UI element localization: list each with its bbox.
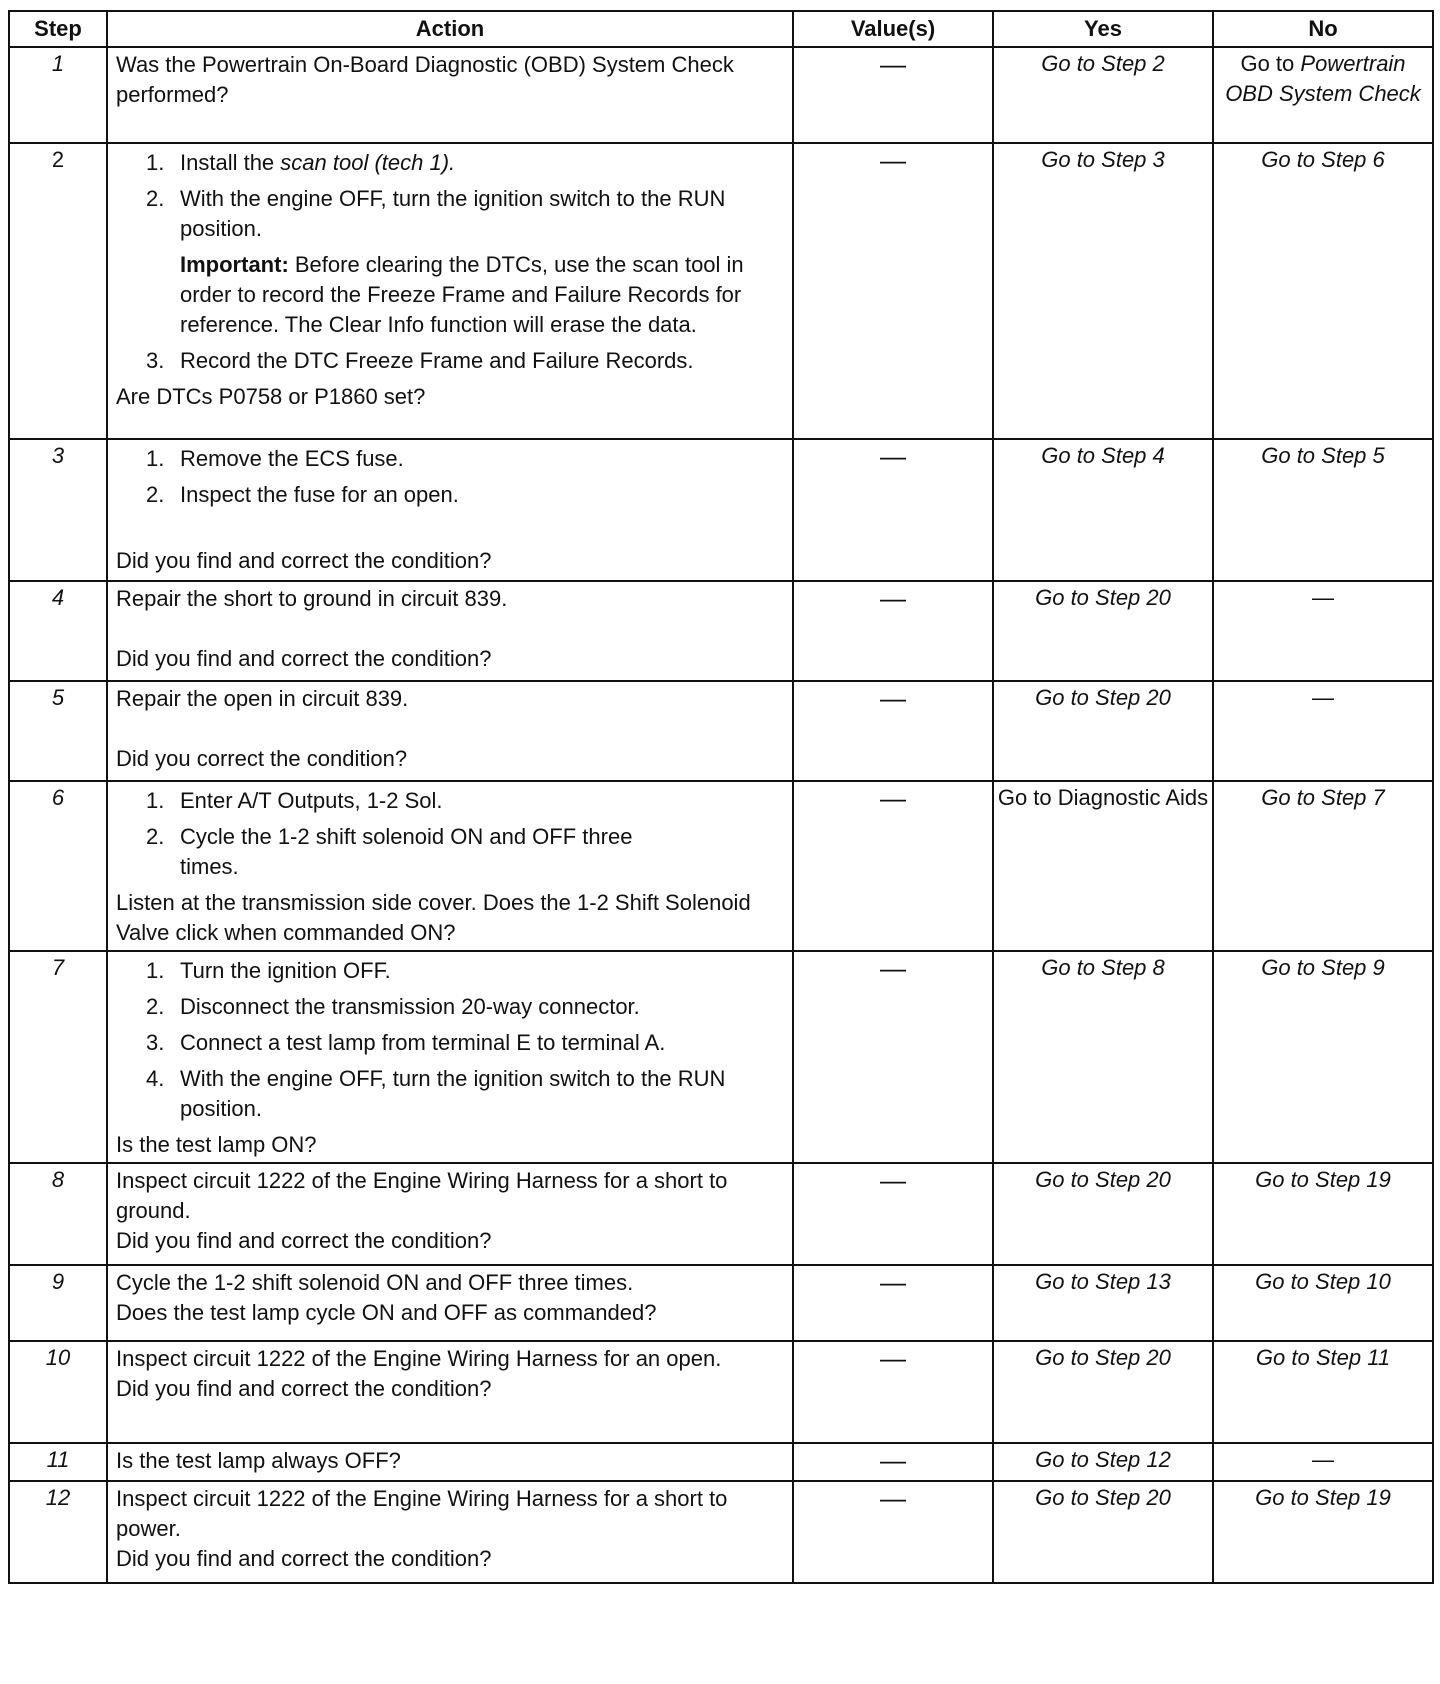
no-cell: Go to Step 7	[1213, 781, 1433, 951]
important-label: Important:	[180, 252, 289, 277]
question-text: Did you find and correct the condition?	[116, 646, 492, 671]
yes-cell: Go to Step 13	[993, 1265, 1213, 1341]
action-steps	[116, 346, 784, 376]
question-text: Did you find and correct the condition?	[116, 1376, 492, 1401]
value-cell: —	[793, 1481, 993, 1583]
no-cell	[1213, 47, 1433, 143]
table-row	[9, 1443, 1433, 1481]
action-cell	[107, 681, 793, 781]
action-steps	[116, 444, 784, 510]
list-item: 1. Enter A/T Outputs, 1-2 Sol.	[146, 788, 443, 813]
step-number: 11	[9, 1443, 107, 1481]
item-emphasis: scan tool (tech 1).	[280, 150, 456, 175]
table-row	[9, 143, 1433, 439]
no-cell: Go to Step 19	[1213, 1163, 1433, 1265]
yes-cell: Go to Step 2	[993, 47, 1213, 143]
list-item: 2. Inspect the fuse for an open.	[146, 482, 459, 507]
table-row	[9, 781, 1433, 951]
step-number: 10	[9, 1341, 107, 1443]
action-cell	[107, 47, 793, 143]
list-item: 1. Turn the ignition OFF.	[146, 958, 391, 983]
action-steps	[116, 956, 784, 1124]
important-text: Before clearing the DTCs, use the scan tool in order to record the Freeze Frame and Failure Records for reference. The Clear Info function will erase the data.	[180, 252, 744, 337]
table-row	[9, 681, 1433, 781]
question-text: Does the test lamp cycle ON and OFF as commanded?	[116, 1300, 657, 1325]
item-text: With the engine OFF, turn the ignition switch to the RUN position.	[180, 186, 726, 241]
list-item: 1. Install the scan tool (tech 1).	[146, 150, 456, 175]
yes-cell: Go to Step 8	[993, 951, 1213, 1163]
no-cell: Go to Step 5	[1213, 439, 1433, 581]
action-cell	[107, 1481, 793, 1583]
action-cell	[107, 951, 793, 1163]
yes-cell: Go to Step 20	[993, 1163, 1213, 1265]
action-cell	[107, 581, 793, 681]
yes-cell: Go to Diagnostic Aids	[993, 781, 1213, 951]
value-cell: —	[793, 1265, 993, 1341]
item-text: Install the	[180, 150, 275, 175]
action-text: Repair the short to ground in circuit 839.	[116, 586, 508, 611]
action-cell	[107, 143, 793, 439]
action-text: Inspect circuit 1222 of the Engine Wiring Harness for a short to ground.	[116, 1168, 728, 1223]
question-text: Is the test lamp ON?	[116, 1132, 317, 1157]
item-text: With the engine OFF, turn the ignition switch to the RUN position.	[180, 1066, 726, 1121]
step-number: 8	[9, 1163, 107, 1265]
header-action: Action	[107, 11, 793, 47]
important-note	[180, 250, 784, 340]
action-cell	[107, 1265, 793, 1341]
item-text: Disconnect the transmission 20-way connector.	[180, 994, 640, 1019]
no-prefix: Go to	[1240, 51, 1295, 76]
step-number: 6	[9, 781, 107, 951]
value-cell: —	[793, 1443, 993, 1481]
item-text: Remove the ECS fuse.	[180, 446, 404, 471]
step-number: 2	[9, 143, 107, 439]
diagnostic-table	[8, 10, 1434, 1584]
yes-cell: Go to Step 20	[993, 581, 1213, 681]
table-row	[9, 47, 1433, 143]
value-cell: —	[793, 47, 993, 143]
list-item: 1. Remove the ECS fuse.	[146, 446, 404, 471]
action-text: Inspect circuit 1222 of the Engine Wiring Harness for an open.	[116, 1346, 722, 1371]
item-text: Record the DTC Freeze Frame and Failure Records.	[180, 348, 694, 373]
action-cell	[107, 781, 793, 951]
question-text: Did you correct the condition?	[116, 746, 408, 771]
table-row	[9, 1265, 1433, 1341]
action-cell	[107, 1163, 793, 1265]
header-row	[9, 11, 1433, 47]
list-item: 2. With the engine OFF, turn the ignition switch to the RUN position.	[146, 186, 726, 241]
value-cell: —	[793, 1163, 993, 1265]
yes-cell: Go to Step 3	[993, 143, 1213, 439]
header-no: No	[1213, 11, 1433, 47]
item-text: Turn the ignition OFF.	[180, 958, 391, 983]
no-cell: Go to Step 6	[1213, 143, 1433, 439]
value-cell: —	[793, 781, 993, 951]
step-number: 7	[9, 951, 107, 1163]
yes-cell: Go to Step 20	[993, 1481, 1213, 1583]
action-cell	[107, 1341, 793, 1443]
action-text: Cycle the 1-2 shift solenoid ON and OFF three times.	[116, 1270, 634, 1295]
no-cell: Go to Step 10	[1213, 1265, 1433, 1341]
value-cell: —	[793, 143, 993, 439]
question-text: Was the Powertrain On-Board Diagnostic (OBD) System Check performed?	[116, 52, 734, 107]
value-cell: —	[793, 439, 993, 581]
list-item: 2. Cycle the 1-2 shift solenoid ON and OFF three times.	[146, 824, 633, 879]
yes-cell: Go to Step 4	[993, 439, 1213, 581]
value-cell: —	[793, 1341, 993, 1443]
question-text: Listen at the transmission side cover. Does the 1-2 Shift Solenoid Valve click when commanded ON?	[116, 890, 751, 945]
table-row	[9, 1481, 1433, 1583]
step-number: 1	[9, 47, 107, 143]
question-text: Did you find and correct the condition?	[116, 1546, 492, 1571]
item-text: Cycle the 1-2 shift solenoid ON and OFF three times.	[180, 824, 633, 879]
table-row	[9, 951, 1433, 1163]
list-item: 3. Connect a test lamp from terminal E to terminal A.	[146, 1030, 666, 1055]
no-cell: —	[1213, 581, 1433, 681]
question-text: Did you find and correct the condition?	[116, 548, 492, 573]
table-row	[9, 439, 1433, 581]
no-cell: Go to Step 11	[1213, 1341, 1433, 1443]
action-cell	[107, 1443, 793, 1481]
action-text: Inspect circuit 1222 of the Engine Wiring Harness for a short to power.	[116, 1486, 728, 1541]
value-cell: —	[793, 581, 993, 681]
step-number: 9	[9, 1265, 107, 1341]
action-cell	[107, 439, 793, 581]
yes-cell: Go to Step 20	[993, 681, 1213, 781]
header-step: Step	[9, 11, 107, 47]
no-cell: —	[1213, 1443, 1433, 1481]
list-item: 2. Disconnect the transmission 20-way connector.	[146, 994, 640, 1019]
action-steps	[116, 148, 784, 244]
header-yes: Yes	[993, 11, 1213, 47]
header-values: Value(s)	[793, 11, 993, 47]
action-steps	[116, 786, 784, 882]
question-text: Did you find and correct the condition?	[116, 1228, 492, 1253]
list-item: 4. With the engine OFF, turn the ignition switch to the RUN position.	[146, 1066, 726, 1121]
table-row	[9, 1341, 1433, 1443]
item-text: Connect a test lamp from terminal E to terminal A.	[180, 1030, 666, 1055]
list-item: 3. Record the DTC Freeze Frame and Failure Records.	[146, 348, 694, 373]
no-cell: Go to Step 9	[1213, 951, 1433, 1163]
yes-cell: Go to Step 20	[993, 1341, 1213, 1443]
item-text: Inspect the fuse for an open.	[180, 482, 459, 507]
no-cell: Go to Step 19	[1213, 1481, 1433, 1583]
step-number: 12	[9, 1481, 107, 1583]
question-text: Are DTCs P0758 or P1860 set?	[116, 384, 426, 409]
step-number: 4	[9, 581, 107, 681]
table-row	[9, 581, 1433, 681]
action-text: Repair the open in circuit 839.	[116, 686, 409, 711]
yes-cell: Go to Step 12	[993, 1443, 1213, 1481]
value-cell: —	[793, 681, 993, 781]
step-number: 5	[9, 681, 107, 781]
item-text: Enter A/T Outputs, 1-2 Sol.	[180, 788, 443, 813]
no-cell: —	[1213, 681, 1433, 781]
question-text: Is the test lamp always OFF?	[116, 1448, 401, 1473]
table-row	[9, 1163, 1433, 1265]
step-number: 3	[9, 439, 107, 581]
value-cell: —	[793, 951, 993, 1163]
no-link: Powertrain OBD System Check	[1225, 51, 1421, 106]
